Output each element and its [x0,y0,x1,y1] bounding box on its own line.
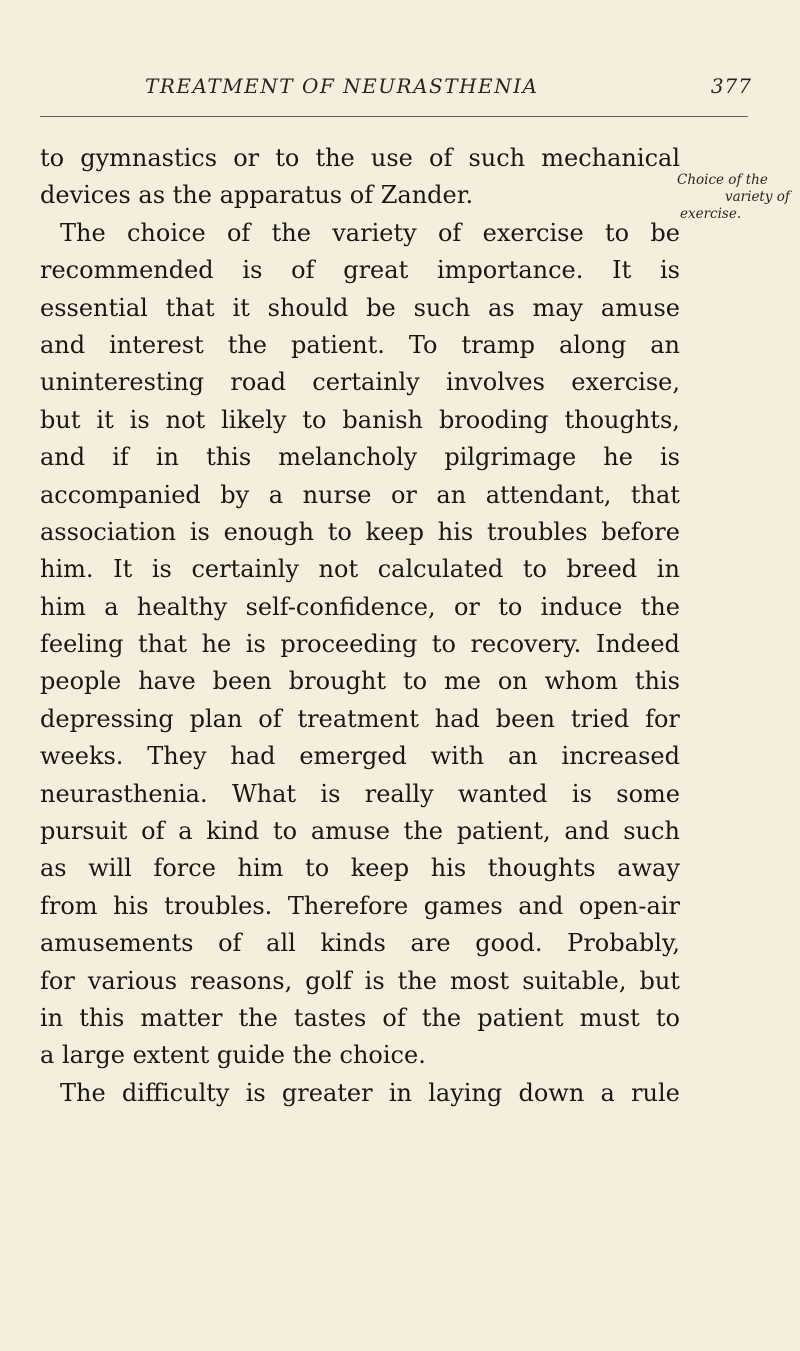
text-line: a large extent guide the choice. [40,1041,426,1070]
text-line: him a healthy self-confidence, or to induce the [40,592,680,621]
text-line: from his troubles. Therefore games and open-air [40,891,680,920]
text-line: The choice of the variety of exercise to be [60,218,680,247]
text-line: feeling that he is proceeding to recovery. Indeed [40,630,680,659]
running-head-title: TREATMENT OF NEURASTHENIA [145,74,539,98]
running-head [40,74,770,114]
header-rule [40,116,748,117]
text-line: and interest the patient. To tramp along an [40,330,680,359]
text-line: essential that it should be such as may amuse [40,293,680,322]
text-line: in this matter the tastes of the patient must to [40,1003,680,1032]
text-line: people have been brought to me on whom this [40,667,680,696]
text-line: neurasthenia. What is really wanted is some [40,779,680,808]
margin-note-line: Choice of the [677,172,768,188]
text-line: and if in this melancholy pilgrimage he is [40,443,680,472]
text-line: devices as the apparatus of Zander. [40,181,474,210]
text-line: pursuit of a kind to amuse the patient, and such [40,817,680,846]
text-line: weeks. They had emerged with an increased [40,742,680,771]
text-line: association is enough to keep his troubles before [40,517,680,546]
body-text [40,140,680,1112]
text-line: to gymnastics or to the use of such mechanical [40,144,680,172]
margin-note-line: variety of [725,189,790,205]
margin-note-line: exercise. [680,206,742,222]
text-line: but it is not likely to banish brooding thoughts, [40,405,680,434]
page-number: 377 [710,74,752,98]
text-line: The difficulty is greater in laying down a rule [60,1078,680,1107]
text-line: accompanied by a nurse or an attendant, that [40,480,680,509]
margin-note [677,172,797,223]
text-line: as will force him to keep his thoughts away [40,854,680,883]
text-line: amusements of all kinds are good. Probably, [40,929,680,958]
text-line: recommended is of great importance. It is [40,256,680,285]
text-line: depressing plan of treatment had been tried for [40,704,680,733]
text-line: uninteresting road certainly involves exercise, [40,368,680,397]
text-line: for various reasons, golf is the most suitable, but [40,966,680,995]
text-line: him. It is certainly not calculated to breed in [40,555,680,584]
